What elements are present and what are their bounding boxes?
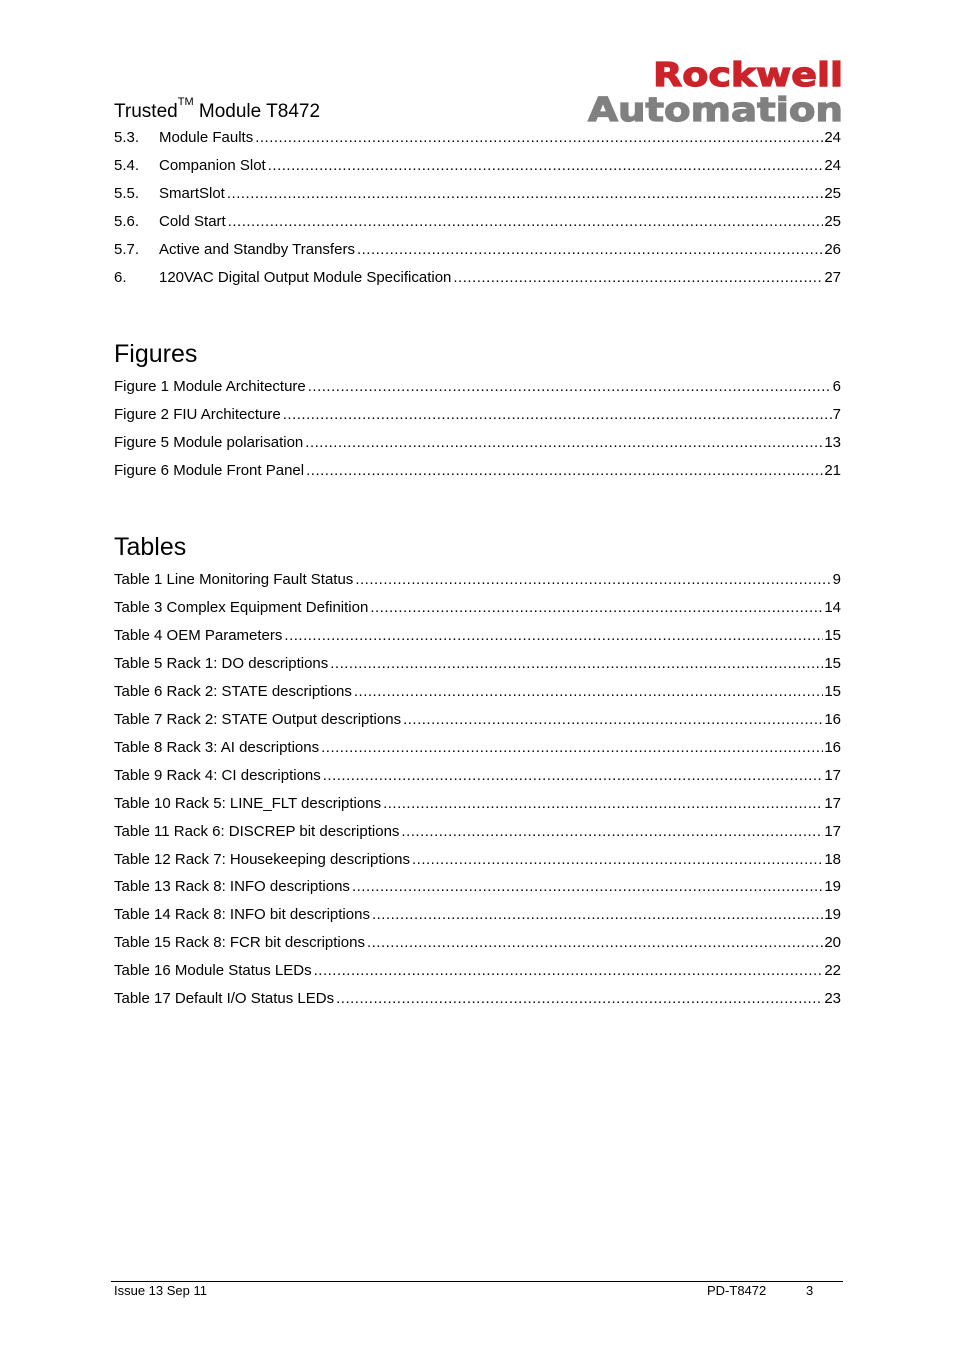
toc-entry[interactable] xyxy=(114,598,841,618)
toc-entry-page: 18 xyxy=(824,850,841,868)
toc-entry[interactable] xyxy=(114,822,841,842)
toc-entry-label: Figure 1 Module Architecture xyxy=(114,378,306,395)
toc-entry[interactable] xyxy=(114,128,841,148)
toc-entry-page: 13 xyxy=(824,434,841,451)
toc-dot-leader xyxy=(321,738,823,758)
toc-entry-page: 27 xyxy=(824,269,841,286)
toc-entry-page: 17 xyxy=(824,766,841,784)
toc-dot-leader xyxy=(412,850,823,870)
rockwell-automation-logo xyxy=(585,56,847,126)
toc-entry-label: Table 10 Rack 5: LINE_FLT descriptions xyxy=(114,794,382,812)
toc-entry-label: Table 9 Rack 4: CI descriptions xyxy=(114,766,321,784)
toc-entry[interactable] xyxy=(114,850,841,870)
toc-entry[interactable] xyxy=(114,461,841,481)
toc-entry-page: 20 xyxy=(824,934,841,952)
toc-entry-number: 5.4. xyxy=(114,157,140,174)
toc-entry-page: 15 xyxy=(824,682,841,700)
toc-dot-leader xyxy=(305,433,823,453)
toc-entry-page: 15 xyxy=(824,626,841,644)
toc-entry-page: 26 xyxy=(824,241,841,258)
toc-entry-label: Companion Slot xyxy=(159,157,266,174)
toc-entry-label: Table 13 Rack 8: INFO descriptions xyxy=(114,878,350,896)
toc-entry[interactable] xyxy=(114,268,841,288)
toc-dot-leader xyxy=(453,268,823,288)
toc-entry[interactable] xyxy=(114,989,841,1009)
toc-dot-leader xyxy=(228,212,824,232)
toc-entry-number: 5.6. xyxy=(114,213,140,230)
toc-dot-leader xyxy=(401,822,823,842)
toc-dot-leader xyxy=(314,961,824,981)
toc-dot-leader xyxy=(355,570,831,590)
document-header-title xyxy=(114,96,321,124)
toc-dot-leader xyxy=(357,240,823,260)
toc-entry-label: Cold Start xyxy=(159,213,226,230)
toc-entry[interactable] xyxy=(114,877,841,897)
toc-entry[interactable] xyxy=(114,933,841,953)
toc-entry-label: Figure 2 FIU Architecture xyxy=(114,406,281,423)
toc-entry[interactable] xyxy=(114,961,841,981)
toc-entry-label: Table 5 Rack 1: DO descriptions xyxy=(114,654,329,672)
toc-entry-number: 5.5. xyxy=(114,185,140,202)
toc-entry-label: Table 8 Rack 3: AI descriptions xyxy=(114,738,320,756)
toc-entry-label: Module Faults xyxy=(159,129,254,146)
toc-dot-leader xyxy=(354,682,823,702)
toc-entry-label: Table 4 OEM Parameters xyxy=(114,626,283,644)
toc-dot-leader xyxy=(284,626,823,646)
toc-entry-page: 21 xyxy=(824,462,841,479)
toc-entry-page: 19 xyxy=(824,906,841,924)
toc-dot-leader xyxy=(403,710,823,730)
toc-entry-label: Table 14 Rack 8: INFO bit descriptions xyxy=(114,906,370,924)
toc-entry-page: 6 xyxy=(832,378,841,395)
toc-dot-leader xyxy=(370,598,823,618)
toc-entry-label: Table 15 Rack 8: FCR bit descriptions xyxy=(114,934,365,952)
logo-rockwell-wordmark: Rockwell xyxy=(653,56,843,94)
toc-dot-leader xyxy=(268,156,824,176)
toc-dot-leader xyxy=(372,905,823,925)
trademark-superscript: TM xyxy=(177,96,194,108)
toc-dot-leader xyxy=(330,654,823,674)
toc-dot-leader xyxy=(323,766,824,786)
toc-entry-label: Table 1 Line Monitoring Fault Status xyxy=(114,571,354,588)
toc-entry[interactable] xyxy=(114,766,841,786)
toc-dot-leader xyxy=(352,877,823,897)
toc-entry-page: 16 xyxy=(824,710,841,728)
toc-entry-page: 17 xyxy=(824,822,841,840)
toc-entry[interactable] xyxy=(114,794,841,814)
toc-entry-page: 23 xyxy=(824,990,841,1008)
toc-entry-page: 25 xyxy=(824,185,841,202)
toc-entry-label: Figure 6 Module Front Panel xyxy=(114,462,305,479)
toc-entry-label: Figure 5 Module polarisation xyxy=(114,434,304,451)
footer-page-number: 3 xyxy=(806,1283,814,1298)
toc-entry-page: 7 xyxy=(832,406,841,423)
toc-entry[interactable] xyxy=(114,156,841,176)
toc-dot-leader xyxy=(255,128,823,148)
toc-entry[interactable] xyxy=(114,654,841,674)
toc-entry-page: 25 xyxy=(824,213,841,230)
toc-entry-label: SmartSlot xyxy=(159,185,225,202)
toc-entry[interactable] xyxy=(114,377,841,397)
toc-entry-page: 22 xyxy=(824,962,841,980)
toc-entry-label: 120VAC Digital Output Module Specification xyxy=(159,269,452,286)
toc-entry-page: 14 xyxy=(824,598,841,616)
toc-entry-label: Table 12 Rack 7: Housekeeping descriptions xyxy=(114,850,411,868)
toc-entry[interactable] xyxy=(114,738,841,758)
toc-entry-page: 9 xyxy=(832,571,841,588)
footer-issue: Issue 13 Sep 11 xyxy=(114,1283,207,1298)
tables-heading: Tables xyxy=(114,533,187,561)
toc-entry[interactable] xyxy=(114,626,841,646)
toc-entry-label: Table 16 Module Status LEDs xyxy=(114,962,312,980)
toc-entry-label: Table 6 Rack 2: STATE descriptions xyxy=(114,682,352,700)
header-title-suffix: Module T8472 xyxy=(193,101,321,122)
toc-entry-page: 19 xyxy=(824,878,841,896)
toc-entry[interactable] xyxy=(114,240,841,260)
toc-entry[interactable] xyxy=(114,570,841,590)
toc-dot-leader xyxy=(367,933,823,953)
toc-entry-page: 15 xyxy=(824,654,841,672)
toc-entry-number: 5.7. xyxy=(114,241,140,258)
toc-entry-page: 17 xyxy=(824,794,841,812)
toc-entry-page: 24 xyxy=(824,129,841,146)
toc-dot-leader xyxy=(306,461,823,481)
footer-document-id: PD-T8472 xyxy=(707,1283,767,1298)
figures-heading: Figures xyxy=(114,340,198,368)
toc-entry[interactable] xyxy=(114,682,841,702)
toc-entry-label: Table 11 Rack 6: DISCREP bit descriptions xyxy=(114,822,400,840)
toc-entry[interactable] xyxy=(114,184,841,204)
toc-dot-leader xyxy=(283,405,832,425)
toc-entry-number: 6. xyxy=(114,269,127,286)
toc-entry-label: Table 17 Default I/O Status LEDs xyxy=(114,990,335,1008)
toc-entry[interactable] xyxy=(114,905,841,925)
footer-divider xyxy=(111,1281,843,1282)
toc-dot-leader xyxy=(227,184,823,204)
toc-entry-page: 24 xyxy=(824,157,841,174)
header-title-prefix: Trusted xyxy=(114,101,178,122)
toc-entry-label: Active and Standby Transfers xyxy=(159,241,355,258)
toc-dot-leader xyxy=(336,989,823,1009)
toc-entry[interactable] xyxy=(114,212,841,232)
toc-entry-label: Table 7 Rack 2: STATE Output descriptions xyxy=(114,710,402,728)
toc-entry[interactable] xyxy=(114,433,841,453)
toc-entry-label: Table 3 Complex Equipment Definition xyxy=(114,598,369,616)
toc-entry[interactable] xyxy=(114,405,841,425)
toc-entry-page: 16 xyxy=(824,738,841,756)
toc-dot-leader xyxy=(308,377,832,397)
toc-entry-number: 5.3. xyxy=(114,129,140,146)
toc-entry[interactable] xyxy=(114,710,841,730)
toc-dot-leader xyxy=(383,794,823,814)
logo-automation-wordmark: Automation xyxy=(588,90,843,126)
